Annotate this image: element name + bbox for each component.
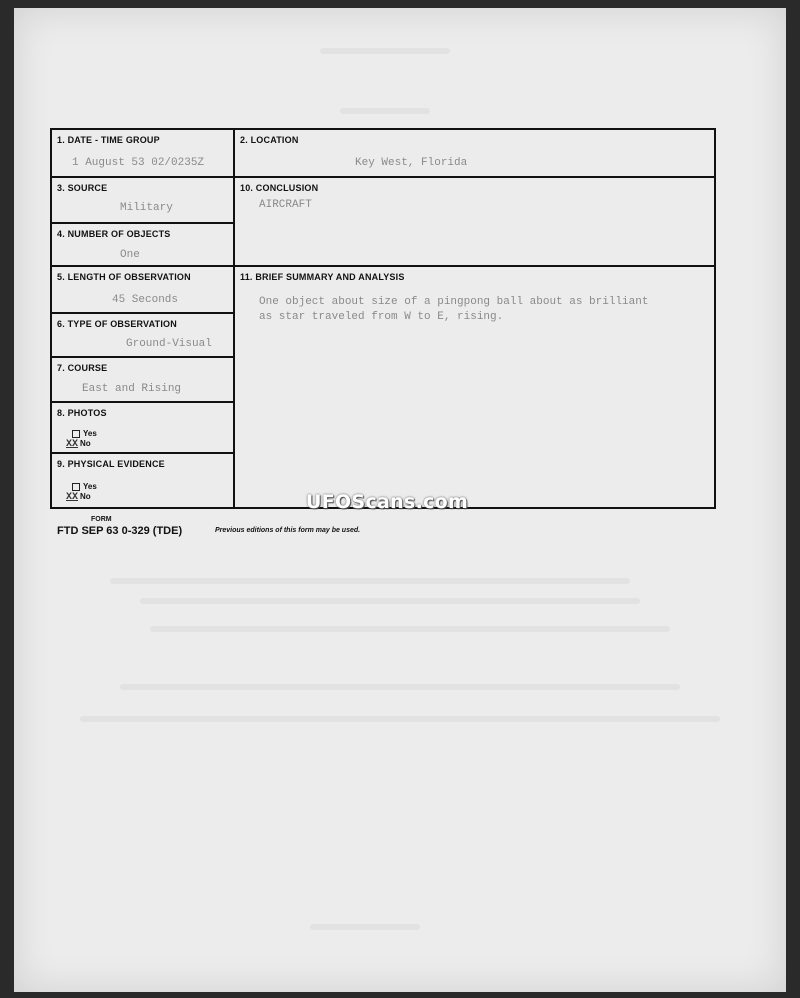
checkbox-icon xyxy=(72,430,80,438)
evidence-yes-option xyxy=(72,482,97,491)
course-cell xyxy=(52,358,233,401)
length-of-observation-label: 5. LENGTH OF OBSERVATION xyxy=(57,272,191,282)
course-value: East and Rising xyxy=(82,383,182,395)
bleed-through-mark xyxy=(120,684,680,690)
evidence-yes-label: Yes xyxy=(83,482,97,491)
number-of-objects-value: One xyxy=(120,249,140,261)
site-watermark: UFOScans.com xyxy=(306,491,469,513)
bleed-through-mark xyxy=(150,626,670,632)
project-card-form xyxy=(50,128,716,509)
conclusion-cell xyxy=(235,178,714,265)
checkbox-icon xyxy=(72,483,80,491)
photos-label: 8. PHOTOS xyxy=(57,408,107,418)
type-of-observation-cell xyxy=(52,314,233,356)
bleed-through-mark xyxy=(140,598,640,604)
location-label: 2. LOCATION xyxy=(240,135,299,145)
source-cell xyxy=(52,178,233,222)
date-time-value: 1 August 53 02/0235Z xyxy=(72,157,205,169)
form-note: Previous editions of this form may be used. xyxy=(215,527,361,534)
conclusion-label: 10. CONCLUSION xyxy=(240,183,319,193)
photos-no-option xyxy=(66,439,91,450)
summary-line-2: as star traveled from W to E, rising. xyxy=(259,311,504,323)
summary-line-1: One object about size of a pingpong ball about as brilliant xyxy=(259,296,649,308)
number-of-objects-cell xyxy=(52,224,233,265)
date-time-cell xyxy=(52,130,233,176)
form-word: FORM xyxy=(91,516,112,523)
form-id: FTD SEP 63 0-329 (TDE) xyxy=(57,525,183,537)
bleed-through-mark xyxy=(340,108,430,114)
summary-label: 11. BRIEF SUMMARY AND ANALYSIS xyxy=(240,272,405,282)
summary-cell xyxy=(235,267,714,507)
photos-no-label: No xyxy=(80,439,91,448)
course-label: 7. COURSE xyxy=(57,363,108,373)
date-time-label: 1. DATE - TIME GROUP xyxy=(57,135,160,145)
length-of-observation-value: 45 Seconds xyxy=(112,294,179,306)
number-of-objects-label: 4. NUMBER OF OBJECTS xyxy=(57,229,171,239)
type-of-observation-label: 6. TYPE OF OBSERVATION xyxy=(57,319,177,329)
source-value: Military xyxy=(120,202,173,214)
bleed-through-mark xyxy=(310,924,420,930)
evidence-no-label: No xyxy=(80,492,91,501)
evidence-no-option xyxy=(66,492,91,503)
photos-yes-option xyxy=(72,429,97,438)
location-cell xyxy=(235,130,714,176)
length-of-observation-cell xyxy=(52,267,233,312)
bleed-through-mark xyxy=(80,716,720,722)
physical-evidence-cell xyxy=(52,454,233,507)
photos-yes-label: Yes xyxy=(83,429,97,438)
type-of-observation-value: Ground-Visual xyxy=(126,338,212,350)
bleed-through-mark xyxy=(110,578,630,584)
conclusion-value: AIRCRAFT xyxy=(259,199,312,211)
photos-no-mark: XX xyxy=(66,439,79,450)
photos-cell xyxy=(52,403,233,452)
evidence-no-mark: XX xyxy=(66,492,79,503)
source-label: 3. SOURCE xyxy=(57,183,108,193)
location-value: Key West, Florida xyxy=(355,157,468,169)
physical-evidence-label: 9. PHYSICAL EVIDENCE xyxy=(57,459,165,469)
bleed-through-mark xyxy=(320,48,450,54)
